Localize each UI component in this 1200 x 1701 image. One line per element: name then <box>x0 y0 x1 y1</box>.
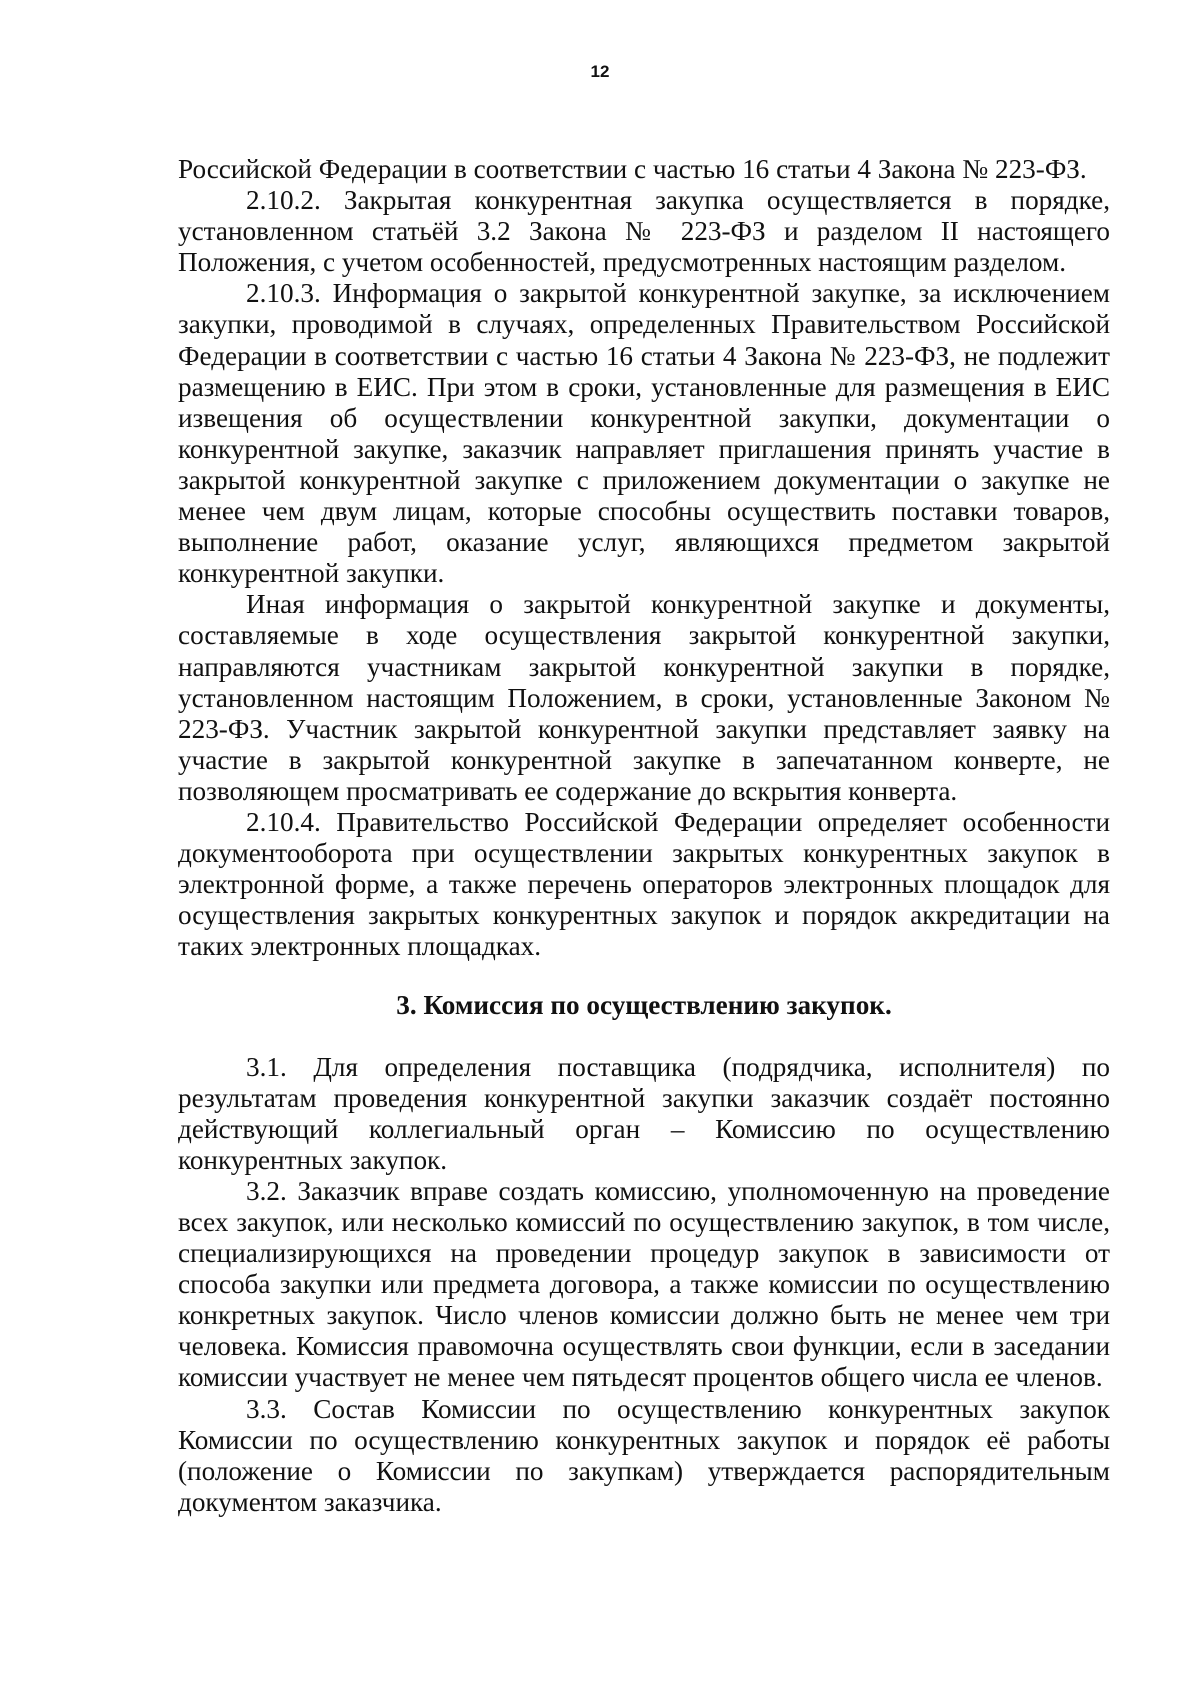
page-number: 12 <box>590 62 610 81</box>
paragraph-other-information: Иная информация о закрытой конкурентной закупке и документы, составляемые в ходе осуществления закрытой конкурентной закупки, направляются участникам закрытой конкурентной закупки в порядке, установленном настоящим Положением, в сроки, установленные Законом № 223-ФЗ. Участник закрытой конкурентной закупки представляет заявку на участие в закрытой конкурентной закупке в запечатанном конверте, не позволяющем просматривать ее содержание до вскрытия конверта. <box>178 589 1110 806</box>
section-heading: 3. Комиссия по осуществлению закупок. <box>396 990 892 1021</box>
paragraph-3-2: 3.2. Заказчик вправе создать комиссию, уполномоченную на проведение всех закупок, или несколько комиссий по осуществлению закупок, в том числе, специализирующихся на проведении процедур закупок в зависимости от способа закупки или предмета договора, а также комиссии по осуществлению конкретных закупок. Число членов комиссии должно быть не менее чем три человека. Комиссия правомочна осуществлять свои функции, если в заседании комиссии участвует не менее чем пятьдесят процентов общего числа ее членов. <box>178 1175 1110 1393</box>
paragraph-continuation: Российской Федерации в соответствии с частью 16 статьи 4 Закона № 223-ФЗ. <box>178 154 1087 184</box>
paragraph-3-1: 3.1. Для определения поставщика (подрядчика, исполнителя) по результатам проведения конкурентной закупки заказчик создаёт постоянно действующий коллегиальный орган – Комиссию по осуществлению конкурентных закупок. <box>178 1051 1110 1175</box>
paragraph-3-3: 3.3. Состав Комиссии по осуществлению конкурентных закупок Комиссии по осуществлению конкурентных закупок и порядок её работы (положение о Комиссии по закупкам) утверждается распорядительным документом заказчика. <box>178 1393 1110 1517</box>
document-body <box>178 154 1110 1518</box>
paragraph-2-10-4: 2.10.4. Правительство Российской Федерации определяет особенности документооборота при осуществлении закрытых конкурентных закупок в электронной форме, а также перечень операторов электронных площадок для осуществления закрытых конкурентных закупок и порядок аккредитации на таких электронных площадках. <box>178 806 1110 962</box>
paragraph-2-10-2: 2.10.2. Закрытая конкурентная закупка осуществляется в порядке, установленном статьёй 3.2 Закона № 223-ФЗ и разделом II настоящего Положения, с учетом особенностей, предусмотренных настоящим разделом. <box>178 185 1110 278</box>
paragraph-2-10-3: 2.10.3. Информация о закрытой конкурентной закупке, за исключением закупки, проводимой в случаях, определенных Правительством Российской Федерации в соответствии с частью 16 статьи 4 Закона № 223-ФЗ, не подлежит размещению в ЕИС. При этом в сроки, установленные для размещения в ЕИС извещения об осуществлении конкурентной закупки, документации о конкурентной закупке, заказчик направляет приглашения принять участие в закрытой конкурентной закупке с приложением документации о закупке не менее чем двум лицам, которые способны осуществить поставки товаров, выполнение работ, оказание услуг, являющихся предметом закрытой конкурентной закупки. <box>178 278 1110 589</box>
